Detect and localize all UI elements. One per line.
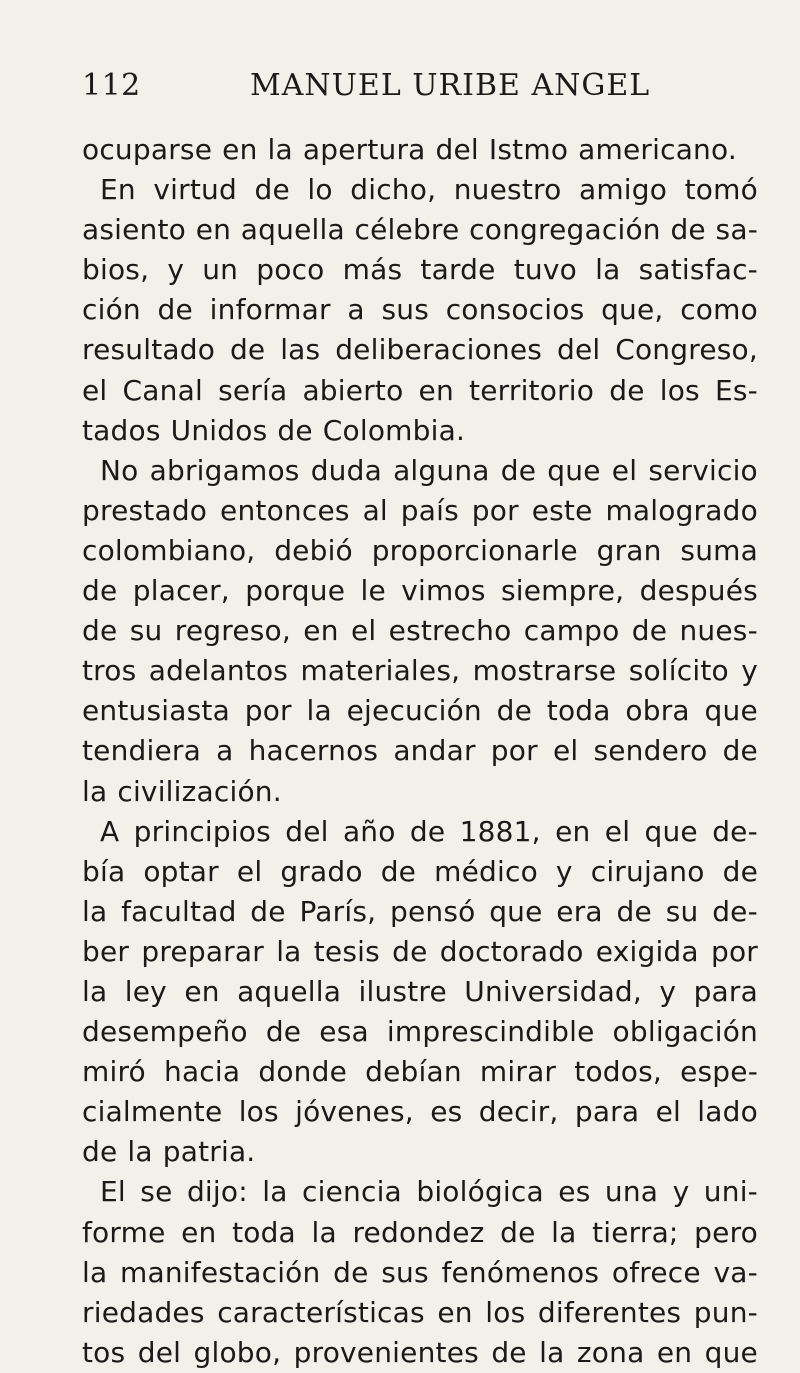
word: de bbox=[722, 854, 758, 888]
word: miró bbox=[82, 1055, 146, 1089]
word: el bbox=[611, 453, 638, 487]
word: tados bbox=[82, 413, 161, 447]
word: de bbox=[333, 1255, 369, 1289]
word: de bbox=[722, 734, 758, 768]
word: espe- bbox=[680, 1055, 758, 1089]
word: de bbox=[277, 413, 313, 447]
word: cirujano bbox=[590, 854, 705, 888]
word: globo, bbox=[193, 1335, 282, 1369]
word: la bbox=[82, 1255, 108, 1289]
word: este bbox=[531, 493, 593, 527]
word: la bbox=[262, 1175, 288, 1209]
text-line bbox=[82, 972, 758, 1012]
word: de bbox=[82, 614, 118, 648]
word: duda bbox=[310, 453, 382, 487]
word: la bbox=[306, 694, 332, 728]
word: provenientes bbox=[293, 1335, 479, 1369]
word: aquella bbox=[240, 213, 345, 247]
word: entusiasta bbox=[82, 694, 230, 728]
word: prestado bbox=[82, 493, 208, 527]
text-line bbox=[82, 571, 758, 611]
word: sería bbox=[218, 373, 288, 407]
word: que bbox=[489, 894, 543, 928]
word: ilustre bbox=[358, 974, 447, 1008]
word: informar bbox=[209, 293, 331, 327]
word: estrecho bbox=[388, 614, 512, 648]
word: por bbox=[244, 694, 292, 728]
word: y bbox=[672, 1175, 690, 1209]
word: riedades bbox=[82, 1295, 205, 1329]
word: a bbox=[347, 293, 365, 327]
word: debían bbox=[365, 1055, 462, 1089]
word: Colombia. bbox=[322, 413, 466, 447]
word: ber bbox=[82, 934, 130, 968]
word: colombiano, bbox=[82, 533, 256, 567]
word: de bbox=[392, 934, 428, 968]
word: gran bbox=[596, 533, 662, 567]
word: patria. bbox=[162, 1135, 256, 1169]
word: la bbox=[127, 1135, 153, 1169]
word: la bbox=[539, 1335, 565, 1369]
word: para bbox=[574, 1095, 640, 1129]
word: sus bbox=[381, 1255, 429, 1289]
word: civilización. bbox=[117, 774, 282, 808]
word: la bbox=[82, 774, 108, 808]
word: diferentes bbox=[537, 1295, 682, 1329]
word: y bbox=[741, 654, 758, 688]
text-line bbox=[82, 1333, 758, 1373]
word: en bbox=[195, 213, 232, 247]
word: de bbox=[670, 213, 706, 247]
word: de bbox=[409, 814, 446, 848]
word: que bbox=[704, 694, 758, 728]
text-line bbox=[82, 812, 758, 852]
word: fenómenos bbox=[441, 1255, 600, 1289]
word: todos, bbox=[574, 1055, 662, 1089]
text-line bbox=[82, 1132, 758, 1172]
word: sa- bbox=[715, 213, 758, 247]
word: la bbox=[82, 894, 108, 928]
page-number: 112 bbox=[82, 68, 141, 103]
text-line bbox=[82, 170, 758, 210]
word: ción bbox=[82, 293, 141, 327]
text-line bbox=[82, 731, 758, 771]
word: mirar bbox=[479, 1055, 557, 1089]
word: consocios bbox=[445, 293, 585, 327]
word: nues- bbox=[679, 614, 758, 648]
word: tarde bbox=[420, 253, 496, 287]
word: placer, bbox=[132, 574, 230, 608]
word: la bbox=[311, 1215, 337, 1249]
text-line bbox=[82, 330, 758, 370]
word: poco bbox=[256, 253, 325, 287]
word: la bbox=[82, 974, 108, 1008]
word: Universidad, bbox=[464, 974, 642, 1008]
word: país bbox=[400, 493, 459, 527]
word: de bbox=[491, 1335, 527, 1369]
word: los bbox=[659, 373, 700, 407]
word: zona bbox=[576, 1335, 645, 1369]
word: de- bbox=[712, 894, 758, 928]
word: dijo: bbox=[186, 1175, 248, 1209]
word: de bbox=[254, 173, 290, 207]
word: tierra; bbox=[592, 1215, 679, 1249]
word: de bbox=[82, 1135, 118, 1169]
text-line bbox=[82, 651, 758, 691]
word: los bbox=[238, 1095, 279, 1129]
word: el bbox=[604, 814, 631, 848]
word: pun- bbox=[693, 1295, 758, 1329]
word: médico bbox=[434, 854, 538, 888]
word: ley bbox=[124, 974, 167, 1008]
word: de bbox=[265, 1015, 302, 1049]
word: biológica bbox=[416, 1175, 544, 1209]
word: Congreso, bbox=[615, 333, 758, 367]
word: de bbox=[500, 453, 537, 487]
word: lado bbox=[697, 1095, 758, 1129]
text-line bbox=[82, 1293, 758, 1333]
text-line bbox=[82, 491, 758, 531]
word: el bbox=[552, 734, 579, 768]
word: A bbox=[100, 814, 120, 848]
word: virtud bbox=[153, 173, 237, 207]
word: adelantos bbox=[148, 654, 289, 688]
word: de bbox=[157, 293, 193, 327]
word: en bbox=[437, 1295, 473, 1329]
text-line bbox=[82, 451, 758, 491]
word: deliberaciones bbox=[335, 333, 543, 367]
word: imprescindible bbox=[386, 1015, 595, 1049]
word: del bbox=[556, 333, 601, 367]
text-line bbox=[82, 290, 758, 330]
word: suma bbox=[680, 533, 758, 567]
word: en bbox=[184, 974, 220, 1008]
word: El bbox=[100, 1175, 126, 1209]
word: de bbox=[250, 894, 286, 928]
word: amigo bbox=[578, 173, 668, 207]
word: un bbox=[202, 253, 239, 287]
word: servicio bbox=[648, 453, 758, 487]
word: No bbox=[100, 453, 139, 487]
word: en bbox=[656, 1335, 693, 1369]
word: de bbox=[380, 854, 417, 888]
word: optar bbox=[143, 854, 219, 888]
text-line bbox=[82, 250, 758, 290]
word: territorio bbox=[469, 373, 595, 407]
text-line bbox=[82, 1253, 758, 1293]
word: obligación bbox=[612, 1015, 758, 1049]
word: de bbox=[500, 1215, 536, 1249]
word: solícito bbox=[628, 654, 729, 688]
text-line bbox=[82, 371, 758, 411]
word: hacernos bbox=[248, 734, 379, 768]
word: Istmo bbox=[488, 133, 569, 166]
word: como bbox=[680, 293, 758, 327]
word: andar bbox=[393, 734, 476, 768]
word: grado bbox=[280, 854, 363, 888]
word: después bbox=[639, 574, 758, 608]
word: sus bbox=[381, 293, 429, 327]
word: ofrece bbox=[611, 1255, 701, 1289]
word: de bbox=[616, 894, 652, 928]
word: de bbox=[82, 574, 118, 608]
text-line bbox=[82, 932, 758, 972]
word: era bbox=[556, 894, 603, 928]
word: tomó bbox=[684, 173, 758, 207]
word: de bbox=[229, 333, 266, 367]
word: del bbox=[285, 814, 329, 848]
word: al bbox=[362, 493, 388, 527]
text-line bbox=[82, 852, 758, 892]
word: congregación bbox=[469, 213, 661, 247]
word: tos bbox=[82, 1335, 126, 1369]
word: y bbox=[659, 974, 677, 1008]
word: de bbox=[609, 373, 645, 407]
word: donde bbox=[258, 1055, 348, 1089]
word: por bbox=[490, 734, 538, 768]
text-line bbox=[82, 531, 758, 571]
word: que bbox=[644, 814, 698, 848]
word: que bbox=[547, 453, 601, 487]
word: mostrarse bbox=[472, 654, 617, 688]
word: vimos bbox=[401, 574, 486, 608]
text-line bbox=[82, 611, 758, 651]
word: de bbox=[496, 694, 533, 728]
word: sendero bbox=[593, 734, 708, 768]
word: americano. bbox=[578, 133, 737, 166]
word: los bbox=[485, 1295, 526, 1329]
word: resultado bbox=[82, 333, 216, 367]
word: uni- bbox=[703, 1175, 758, 1209]
word: dicho, bbox=[350, 173, 437, 207]
word: por bbox=[710, 934, 758, 968]
word: pensó bbox=[389, 894, 476, 928]
word: París, bbox=[299, 894, 377, 928]
word: Canal bbox=[122, 373, 203, 407]
word: satisfac- bbox=[638, 253, 758, 287]
word: las bbox=[280, 333, 321, 367]
word: en bbox=[303, 614, 339, 648]
word: proporcionarle bbox=[371, 533, 578, 567]
word: del bbox=[137, 1335, 182, 1369]
word: regreso, bbox=[174, 614, 291, 648]
word: célebre bbox=[354, 213, 460, 247]
word: en bbox=[418, 373, 454, 407]
word: desempeño bbox=[82, 1015, 248, 1049]
word: toda bbox=[232, 1215, 296, 1249]
text-line bbox=[82, 772, 758, 812]
word: porque bbox=[245, 574, 346, 608]
word: preparar bbox=[141, 934, 264, 968]
word: Es- bbox=[714, 373, 758, 407]
word: de bbox=[631, 614, 668, 648]
word: le bbox=[360, 574, 386, 608]
word: del bbox=[435, 133, 479, 166]
word: a bbox=[216, 734, 234, 768]
word: una bbox=[604, 1175, 659, 1209]
page-header bbox=[78, 66, 738, 106]
word: tesis bbox=[313, 934, 380, 968]
word: esa bbox=[319, 1015, 369, 1049]
word: ciencia bbox=[302, 1175, 402, 1209]
word: hacia bbox=[164, 1055, 241, 1089]
body-text bbox=[82, 130, 758, 1373]
word: asiento bbox=[82, 213, 187, 247]
word: y bbox=[555, 854, 573, 888]
word: más bbox=[342, 253, 403, 287]
word: por bbox=[471, 493, 519, 527]
word: de- bbox=[712, 814, 758, 848]
word: alguna bbox=[393, 453, 490, 487]
word: el bbox=[350, 614, 377, 648]
word: forme bbox=[82, 1215, 166, 1249]
word: apertura bbox=[302, 133, 426, 166]
word: entonces bbox=[220, 493, 350, 527]
word: bía bbox=[82, 854, 126, 888]
word: y bbox=[167, 253, 185, 287]
word: va- bbox=[713, 1255, 758, 1289]
word: que bbox=[704, 1335, 758, 1369]
text-line bbox=[82, 1172, 758, 1212]
word: tuvo bbox=[513, 253, 577, 287]
word: lo bbox=[307, 173, 333, 207]
word: es bbox=[558, 1175, 591, 1209]
word: malogrado bbox=[605, 493, 758, 527]
word: materiales, bbox=[300, 654, 461, 688]
word: tros bbox=[82, 654, 137, 688]
word: siempre, bbox=[500, 574, 625, 608]
word: bios, bbox=[82, 253, 150, 287]
word: el bbox=[82, 373, 108, 407]
text-line bbox=[82, 1092, 758, 1132]
word: nuestro bbox=[453, 173, 562, 207]
word: la bbox=[276, 934, 302, 968]
word: para bbox=[693, 974, 758, 1008]
word: toda bbox=[546, 694, 611, 728]
word: redondez bbox=[352, 1215, 485, 1249]
text-line bbox=[82, 1052, 758, 1092]
word: la bbox=[267, 133, 293, 166]
word: su bbox=[129, 614, 163, 648]
text-line bbox=[82, 210, 758, 250]
word: aquella bbox=[237, 974, 342, 1008]
word: en bbox=[555, 814, 591, 848]
word: campo bbox=[523, 614, 620, 648]
word: jóvenes, bbox=[295, 1095, 414, 1129]
word: el bbox=[236, 854, 263, 888]
word: año bbox=[342, 814, 396, 848]
text-line bbox=[82, 691, 758, 731]
word: el bbox=[655, 1095, 681, 1129]
word: ocuparse bbox=[82, 133, 213, 166]
word: la bbox=[595, 253, 621, 287]
word: exigida bbox=[595, 934, 699, 968]
word: principios bbox=[133, 814, 271, 848]
word: cialmente bbox=[82, 1095, 223, 1129]
text-line bbox=[82, 411, 758, 451]
word: manifestación bbox=[120, 1255, 321, 1289]
word: En bbox=[100, 173, 136, 207]
word: 1881, bbox=[459, 814, 541, 848]
text-line bbox=[82, 1213, 758, 1253]
word: su bbox=[665, 894, 699, 928]
word: pero bbox=[694, 1215, 758, 1249]
word: en bbox=[181, 1215, 217, 1249]
word: facultad bbox=[121, 894, 237, 928]
word: tendiera bbox=[82, 734, 202, 768]
text-line bbox=[82, 892, 758, 932]
word: abierto bbox=[302, 373, 404, 407]
word: características bbox=[217, 1295, 425, 1329]
word: se bbox=[140, 1175, 173, 1209]
word: abrigamos bbox=[149, 453, 300, 487]
word: doctorado bbox=[439, 934, 584, 968]
running-head: MANUEL URIBE ANGEL bbox=[250, 68, 651, 103]
text-line bbox=[82, 1012, 758, 1052]
word: Unidos bbox=[170, 413, 268, 447]
word: es bbox=[430, 1095, 463, 1129]
word: ejecución bbox=[346, 694, 482, 728]
word: obra bbox=[625, 694, 690, 728]
word: debió bbox=[274, 533, 353, 567]
word: la bbox=[551, 1215, 577, 1249]
text-line bbox=[82, 130, 758, 170]
word: decir, bbox=[478, 1095, 559, 1129]
word: en bbox=[222, 133, 258, 166]
word: que, bbox=[601, 293, 664, 327]
